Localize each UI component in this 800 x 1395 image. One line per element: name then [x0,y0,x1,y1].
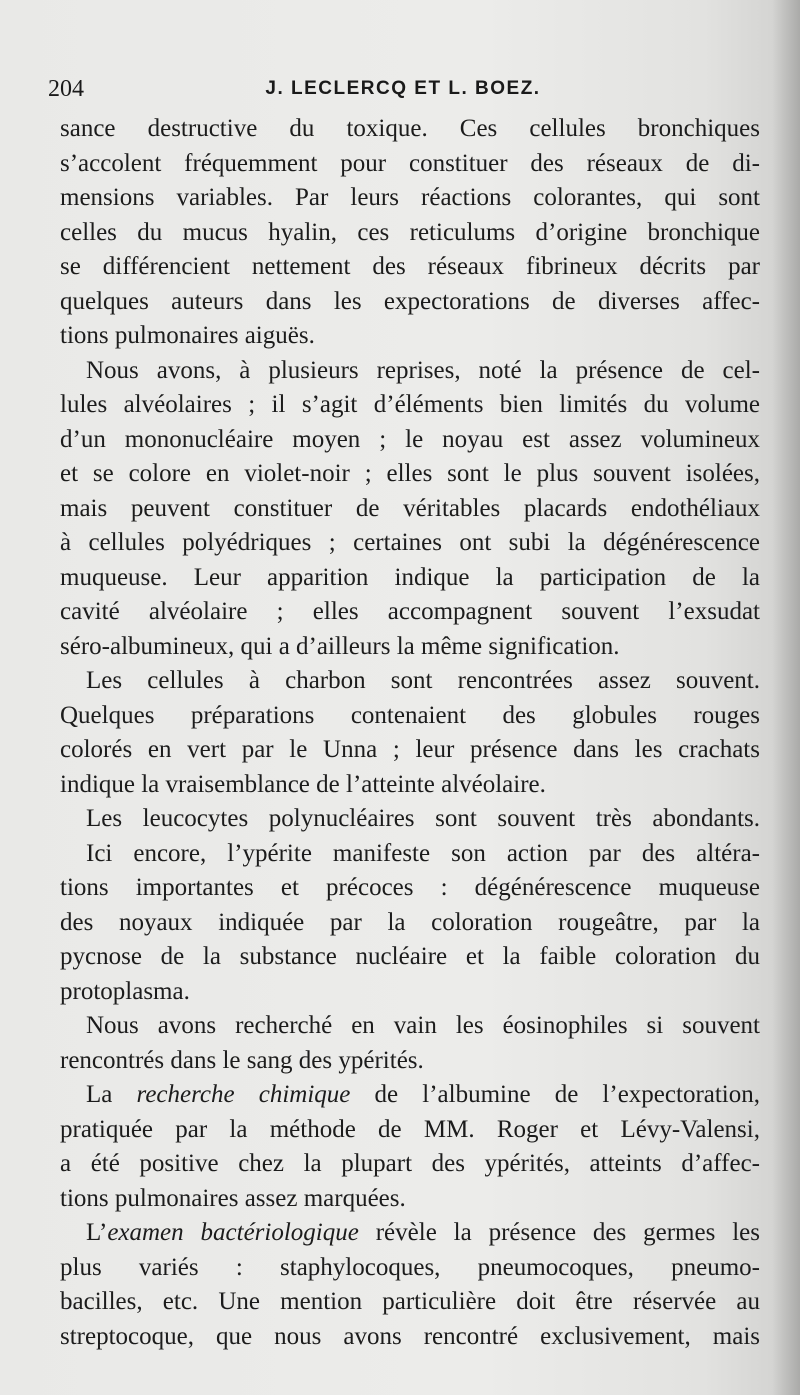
text-line [60,1216,760,1251]
text-line: pycnose de la substance nucléaire et la faible coloration du [60,943,760,970]
text-line: bacilles, etc. Une mention particulière doit être réservée au [60,1288,760,1315]
text-line: indique la vraisemblance de l’atteinte alvéolaire. [60,770,546,798]
text-line: et se colore en violet-noir ; elles sont le plus souvent isolées, [60,460,760,487]
page-number: 204 [48,76,84,102]
text-line: rencontrés dans le sang des ypérités. [60,1046,424,1074]
page-header [48,76,758,110]
text-line: Les cellules à charbon sont rencontrées assez souvent. [86,667,760,694]
text-line: plus variés : staphylocoques, pneumocoques, pneumo- [60,1253,760,1281]
text-line: tions pulmonaires assez marquées. [60,1184,406,1212]
italic-phrase: recherche chimique [136,1081,351,1108]
text-line: celles du mucus hyalin, ces reticulums d’origine bronchique [60,218,760,246]
text-line: pratiquée par la méthode de MM. Roger et Lévy-Valensi, [60,1115,760,1143]
text-line: protoplasma. [60,977,190,1005]
text-line: se différencient nettement des réseaux fibrineux décrits par [60,253,760,280]
body-text [60,112,760,1354]
text-line: mensions variables. Par leurs réactions colorantes, qui sont [60,184,760,211]
text-line: a été positive chez la plupart des ypérités, atteints d’affec- [60,1150,760,1177]
text-line: Quelques préparations contenaient des globules rouges [60,701,760,729]
text-run: La [86,1081,137,1108]
italic-phrase: examen bactériologique [107,1219,359,1246]
text-run: de l’albumine de l’expectoration, [350,1081,760,1108]
text-line [60,1078,760,1113]
text-line: des noyaux indiquée par la coloration rougeâtre, par la [60,908,760,936]
text-line: mais peuvent constituer de véritables placards endothéliaux [60,494,760,522]
text-line: séro-albumineux, qui a d’ailleurs la même signification. [60,632,620,660]
text-line: s’accolent fréquemment pour constituer des réseaux de di- [60,149,760,177]
text-line: Nous avons recherché en vain les éosinophiles si souvent [86,1012,760,1039]
running-head: J. LECLERCQ ET L. BOEZ. [265,78,541,99]
text-line: Ici encore, l’ypérite manifeste son action par des altéra- [86,839,760,867]
text-line: tions pulmonaires aiguës. [60,322,315,349]
text-line: Nous avons, à plusieurs reprises, noté la présence de cel- [86,356,760,384]
text-line: colorés en vert par le Unna ; leur présence dans les crachats [60,736,760,763]
text-run: révèle la présence des germes les [358,1219,760,1246]
text-line: d’un mononucléaire moyen ; le noyau est assez volumineux [60,425,760,453]
text-run: L’ [86,1219,108,1246]
text-line: à cellules polyédriques ; certaines ont subi la dégénérescence [60,529,760,556]
text-line: sance destructive du toxique. Ces cellules bronchiques [60,115,760,142]
text-line: streptocoque, que nous avons rencontré exclusivement, mais [60,1322,760,1350]
text-line: quelques auteurs dans les expectorations de diverses affec- [60,287,760,315]
text-line: lules alvéolaires ; il s’agit d’éléments bien limités du volume [60,391,760,418]
text-line: Les leucocytes polynucléaires sont souvent très abondants. [86,805,760,832]
page-edge-shadow [772,0,800,1395]
text-line: tions importantes et précoces : dégénérescence muqueuse [60,874,760,901]
text-line: cavité alvéolaire ; elles accompagnent souvent l’exsudat [60,598,760,625]
text-line: muqueuse. Leur apparition indique la participation de la [60,563,760,591]
